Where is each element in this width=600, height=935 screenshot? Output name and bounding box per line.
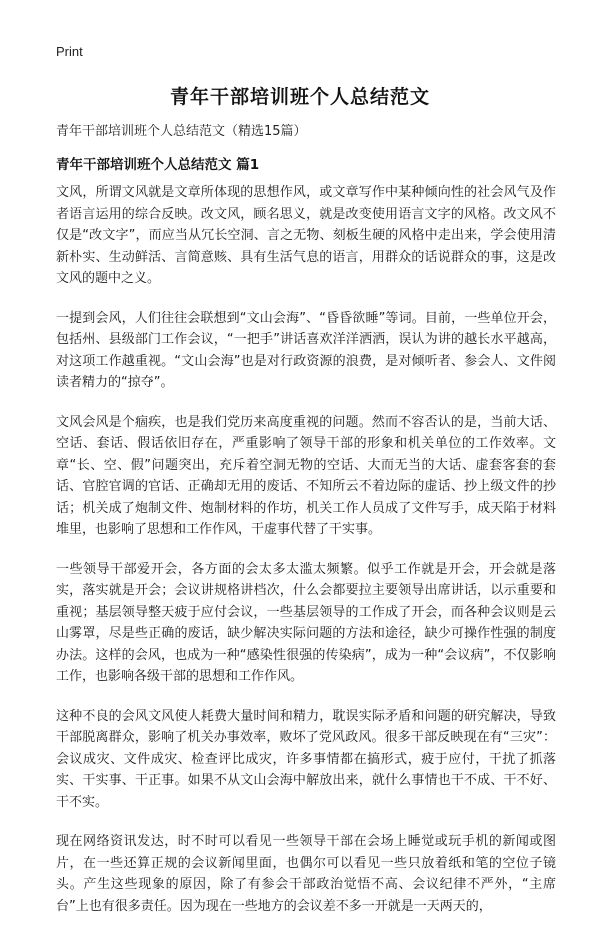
print-link[interactable]: Print <box>56 44 83 59</box>
paragraph: 现在网络资讯发达，时不时可以看见一些领导干部在会场上睡觉或玩手机的新闻或图片，在一些还算正规的会议新闻里面，也偶尔可以看见一些只放着纸和笔的空位子镜头。产生这些现象的原因，除了有参会干部政治觉悟不高、会议纪律不严外，“主席台”上也有很多责任。因为现在一些地方的会议差不多一开就是一天两天的， <box>56 834 556 914</box>
page-title: 青年干部培训班个人总结范文 <box>169 86 430 108</box>
paragraph: 一提到会风，人们往往会联想到“文山会海”、“昏昏欲睡”等词。目前，一些单位开会，包括州、县级部门工作会议，“一把手”讲话喜欢洋洋洒洒，误认为讲的越长水平越高，对这项工作越重视。“文山会海”也是对行政资源的浪费，是对倾听者、参会人、文件阅读者精力的“掠夺”。 <box>56 310 556 390</box>
paragraph: 文风，所谓文风就是文章所体现的思想作风，或文章写作中某种倾向性的社会风气及作者语言运用的综合反映。改文风，顾名思义，就是改变使用语言文字的风格。改文风不仅是“改文字”，而应当从冗长空洞、言之无物、刻板生硬的风格中走出来，学会使用清新朴实、生动鲜活、言简意赅、具有生活气息的语言，用群众的话说群众的事，这是改文风的题中之义。 <box>56 185 556 286</box>
paragraph: 一些领导干部爱开会，各方面的会太多太滥太频繁。似乎工作就是开会，开会就是落实，落实就是开会；会议讲规格讲档次，什么会都要拉主要领导出席讲话，以示重要和重视；基层领导整天疲于应付会议，一些基层领导的工作成了开会，而各种会议则是云山雾罩，尽是些正确的废话，缺少解决实际问题的方法和途径，缺少可操作性强的制度办法。这样的会风，也成为一种“感染性很强的传染病”，成为一种“会议病”，不仅影响工作，也影响各级干部的思想和工作作风。 <box>56 561 556 684</box>
section-heading: 青年干部培训班个人总结范文 篇1 <box>56 157 260 173</box>
paragraph: 这种不良的会风文风使人耗费大量时间和精力，耽误实际矛盾和问题的研究解决，导致干部脱离群众，影响了机关办事效率，败坏了党风政风。很多干部反映现在有“三灾”：会议成灾、文件成灾、检查评比成灾，许多事情都在搞形式，疲于应付，干扰了抓落实、干实事、干正事。如果不从文山会海中解放出来，就什么事情也干不成、干不好、干不实。 <box>56 708 556 810</box>
article-body <box>56 182 556 935</box>
paragraph: 文风会风是个痼疾，也是我们党历来高度重视的问题。然而不容否认的是，当前大话、空话、套话、假话依旧存在，严重影响了领导干部的形象和机关单位的工作效率。文章“长、空、假”问题突出，充斥着空洞无物的空话、大而无当的大话、虚套客套的套话、官腔官调的官话、正确却无用的废话、不知所云不着边际的虚话、抄上级文件的抄话；机关成了炮制文件、炮制材料的作坊，机关工作人员成了文件写手，成天陷于材料堆里，也影响了思想和工作作风，干虚事代替了干实事。 <box>56 414 556 537</box>
document-subtitle: 青年干部培训班个人总结范文（精选15篇） <box>56 124 307 139</box>
